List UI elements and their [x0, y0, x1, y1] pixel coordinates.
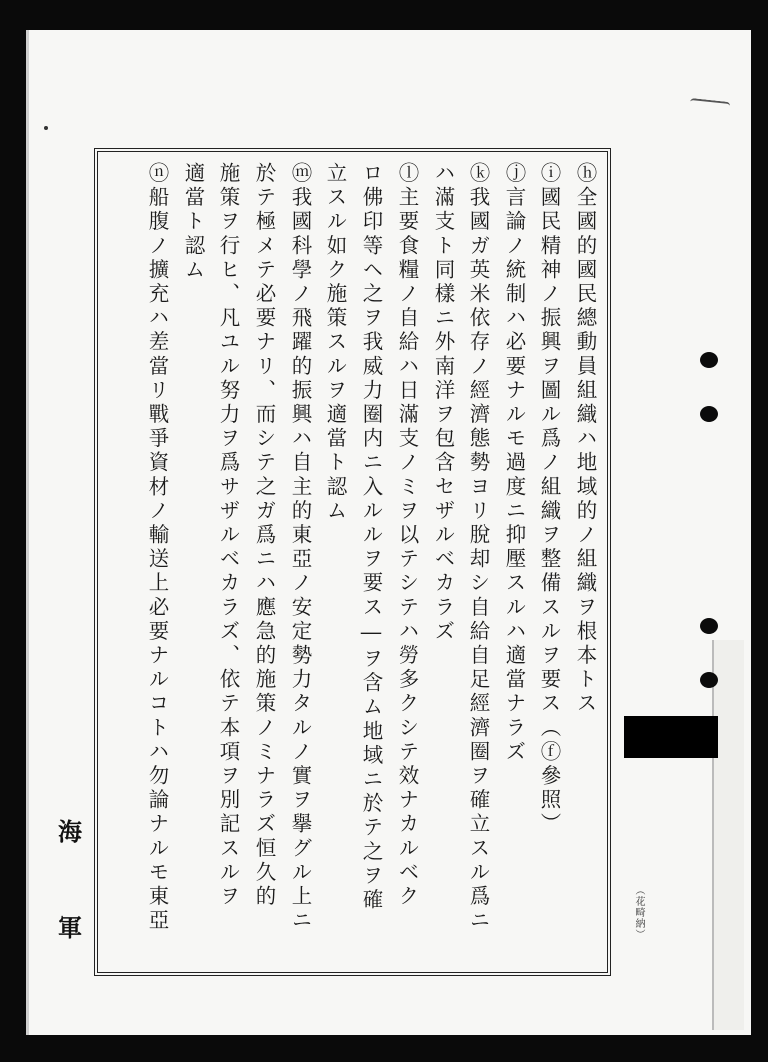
- paper-tab: [712, 640, 744, 1030]
- text-column-6: ⓛ主要食糧ノ自給ハ日滿支ノミヲ以テシテハ勞多クシテ效ナカルベク: [395, 162, 419, 910]
- text-column-9: ⓜ我國科學ノ飛躍的振興ハ自主的東亞ノ安定勢力タルノ實ヲ擧グル上ニ: [288, 162, 312, 934]
- redaction-bar: [624, 716, 718, 758]
- stamp-label: （花畸納）: [633, 885, 644, 940]
- text-column-13: ⓝ船腹ノ擴充ハ差當リ戰爭資材ノ輸送上必要ナルコトハ勿論ナルモ東亞: [145, 162, 169, 934]
- binding-hole: [700, 406, 718, 422]
- binding-hole: [700, 672, 718, 688]
- text-column-11: 施策ヲ行ヒ、凡ユル努力ヲ爲サザルベカラズ、依テ本項ヲ別記スルヲ: [216, 162, 240, 910]
- text-column-10: 於テ極メテ必要ナリ、而シテ之ガ爲ニハ應急的施策ノミナラズ恒久的: [252, 162, 276, 910]
- margin-label-navy-2: 軍: [58, 913, 82, 942]
- text-column-7: ロ佛印等ヘ之ヲ我威力圈内ニ入ルルヲ要ス―ヲ含ム地域ニ於テ之ヲ確: [359, 162, 383, 913]
- margin-label-navy-1: 海: [58, 817, 82, 846]
- text-column-8: 立スル如ク施策スルヲ適當ト認ム: [323, 162, 347, 524]
- binding-hole: [700, 352, 718, 368]
- text-column-2: ⓘ國民精神ノ振興ヲ圖ル爲ノ組織ヲ整備スルヲ要ス（ⓕ參照）: [537, 162, 561, 837]
- text-column-5: ハ滿支ト同樣ニ外南洋ヲ包含セザルベカラズ: [431, 162, 455, 644]
- text-column-12: 適當ト認ム: [181, 162, 205, 283]
- text-column-1: ⓗ全國的國民總動員組織ハ地域的ノ組織ヲ根本トス: [573, 162, 597, 717]
- ink-speck: [44, 126, 48, 130]
- binding-hole: [700, 618, 718, 634]
- text-column-3: ⓙ言論ノ統制ハ必要ナルモ過度ニ抑壓スルハ適當ナラズ: [502, 162, 526, 765]
- text-column-4: ⓚ我國ガ英米依存ノ經濟態勢ヨリ脫却シ自給自足經濟圈ヲ確立スル爲ニ: [466, 162, 490, 934]
